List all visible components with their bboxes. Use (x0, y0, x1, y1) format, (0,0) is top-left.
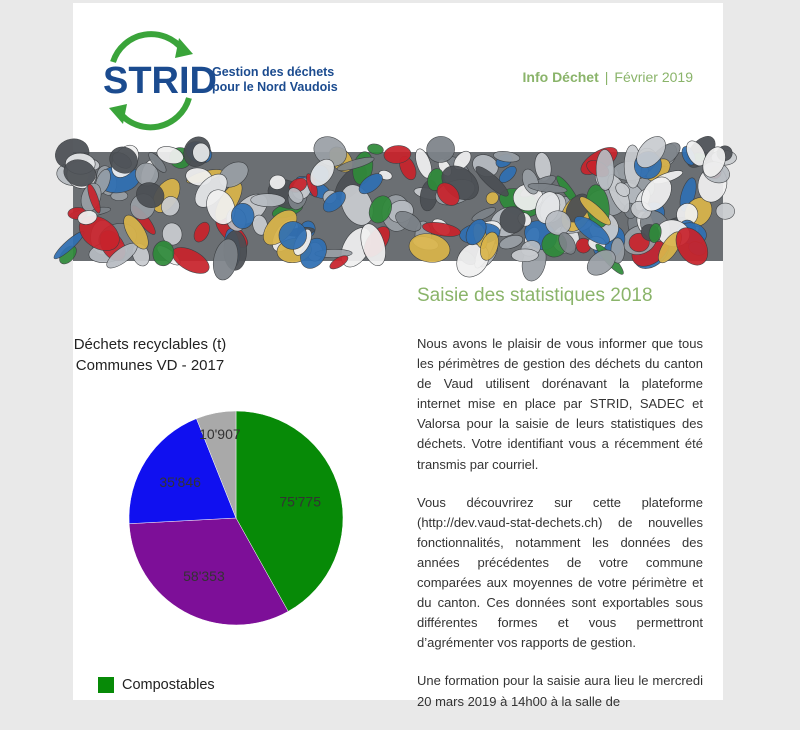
pie-value-label-2: 35'846 (159, 474, 201, 491)
article-paragraph-3: Une formation pour la saisie aura lieu le mercredi 20 mars 2019 à 14h00 à la salle de (417, 673, 703, 709)
logo-tagline-line-2: pour le Nord Vaudois (212, 80, 338, 94)
article-paragraph-1: Nous avons le plaisir de vous informer que tous les périmètres de gestion des déchets du canton de Vaud utilisent dorénavant la plateforme internet mise en place par STRID, SADEC et Valorsa pour la saisie de leurs statistiques des déchets. Votre identifiant vous a récemment été transmis par courriel. (417, 336, 703, 472)
chart-title-line-1: Déchets recyclables (t) (73, 336, 227, 353)
legend-swatch (98, 677, 114, 693)
pie-value-label-3: 10'907 (199, 425, 241, 442)
pie-value-label-1: 58'353 (183, 568, 225, 585)
issue-separator: | (604, 69, 609, 85)
article-title: Saisie des statistiques 2018 (417, 285, 653, 306)
pie-value-label-0: 75'775 (279, 493, 322, 510)
logo-wordmark: STRID (103, 60, 217, 102)
issue-date: Février 2019 (614, 69, 693, 85)
legend-label: Compostables (122, 676, 215, 693)
chart-subtitle: Communes VD - 2017 (75, 357, 225, 374)
article-paragraph-2: Vous découvrirez sur cette plateforme (http://dev.vaud-stat-dechets.ch) de nouvelles fonctionnalités, notamment les données des années précédentes de votre commune comparées aux moyennes de votre périmètre et du canton. Ces données sont exportables sous différentes formes et vous permettront d’agrémenter vos rapports de gestion. (417, 494, 703, 651)
logo-tagline-line-1: Gestion des déchets (212, 65, 335, 79)
legend-item-compostables (98, 676, 215, 694)
issue-label: Info Déchet (522, 69, 599, 85)
